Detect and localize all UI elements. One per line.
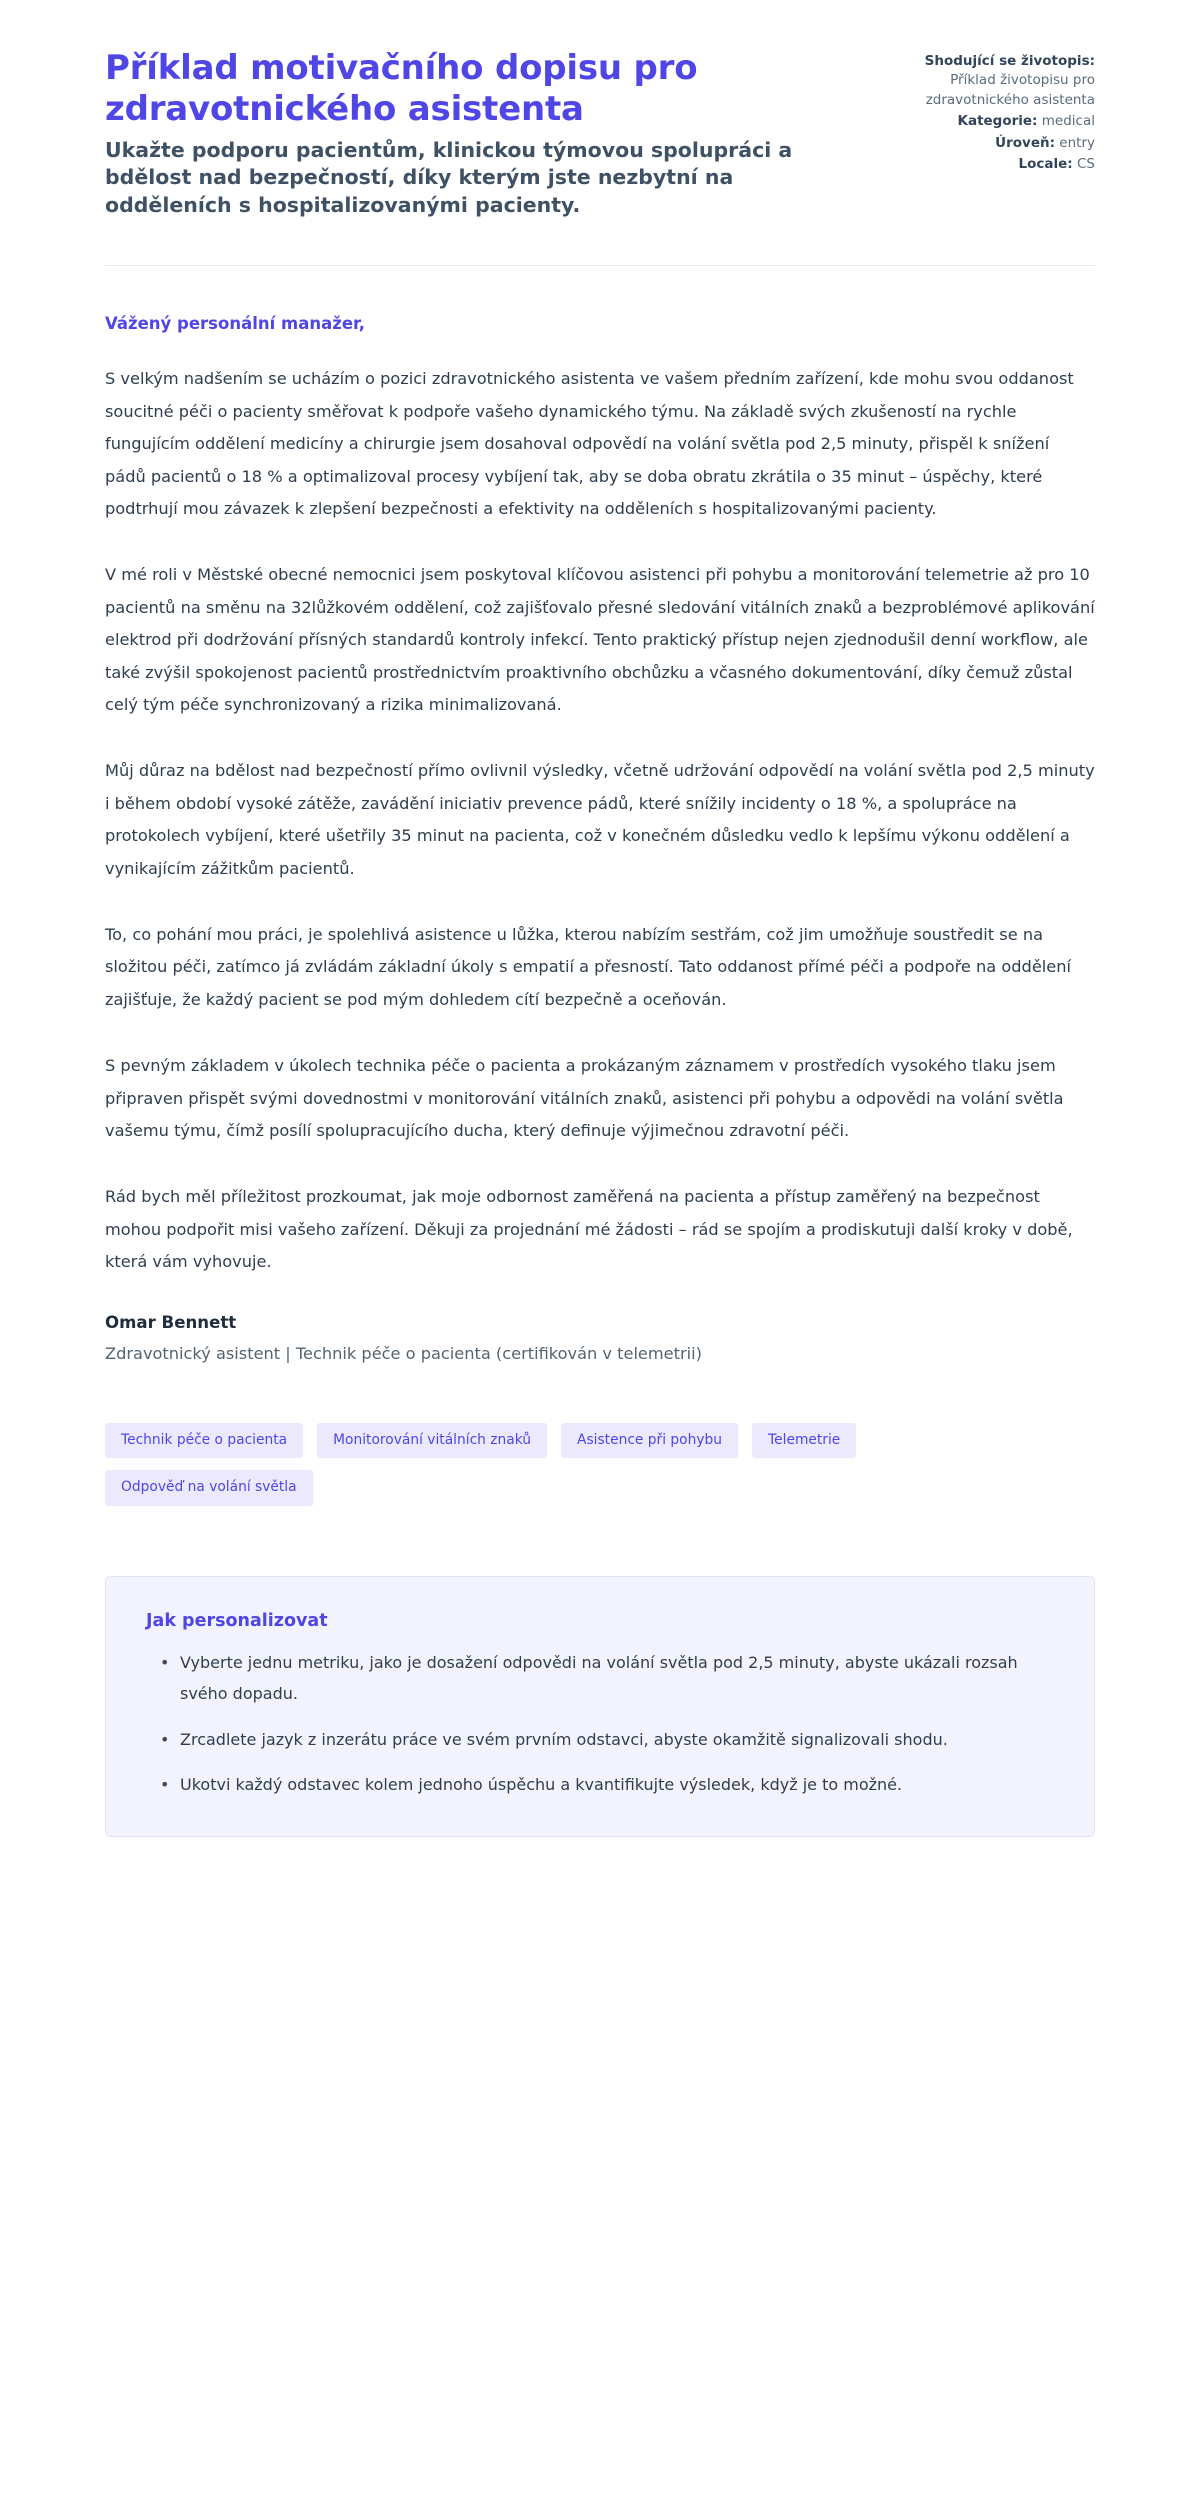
letter-paragraph: Rád bych měl příležitost prozkoumat, jak moje odbornost zaměřená na pacienta a přístup zaměřený na bezpečnost mohou podpořit misi vašeho zařízení. Děkuji za projednání mé žádosti – rád se spojím a prodiskutuji další kroky v době, která vám vyhovuje. [105,1187,1073,1272]
metadata-label: Úroveň: [995,134,1055,151]
skill-tag[interactable]: Telemetrie [752,1423,856,1459]
skill-tag[interactable]: Monitorování vitálních znaků [317,1423,547,1459]
metadata-row-category [905,112,1095,131]
metadata-label: Kategorie: [957,113,1038,130]
signature-role: Zdravotnický asistent | Technik péče o pacienta (certifikován v telemetrii) [105,1343,702,1363]
metadata-value: medical [1041,113,1095,130]
letter-paragraph: Můj důraz na bdělost nad bezpečností přímo ovlivnil výsledky, včetně udržování odpovědí na volání světla pod 2,5 minuty i během období vysoké zátěže, zavádění iniciativ prevence pádů, které snížily incidenty o 18 %, a spolupráce na protokolech vybíjení, které ušetřily 35 minut na pacienta, což v konečném důsledku vedlo k lepšímu výkonu oddělení a vynikajícím zážitkům pacientů. [105,761,1095,878]
skill-tag[interactable]: Asistence při pohybu [561,1423,738,1459]
skill-tag[interactable]: Technik péče o pacienta [105,1423,303,1459]
callout-tip-item: • Ukotvi každý odstavec kolem jednoho úspěchu a kvantifikujte výsledek, když je to možné. [170,1769,1054,1800]
letter-paragraph: V mé roli v Městské obecné nemocnici jsem poskytoval klíčovou asistenci při pohybu a monitorování telemetrie až pro 10 pacientů na směnu na 32lůžkovém oddělení, což zajišťovalo přesné sledování vitálních znaků a bezproblémové aplikování elektrod při dodržování přísných standardů kontroly infekcí. Tento praktický přístup nejen zjednodušil denní workflow, ale také zvýšil spokojenost pacientů prostřednictvím proaktivního obchůzku a včasného dokumentování, díky čemuž zůstal celý tým péče synchronizovaný a rizika minimalizovaná. [105,565,1095,714]
callout-tip-list [146,1647,1054,1800]
letter-paragraph: S velkým nadšením se ucházím o pozici zdravotnického asistenta ve vašem předním zařízení, kde mohu svou oddanost soucitné péči o pacienty směřovat k podpoře vašeho dynamického týmu. Na základě svých zkušeností na rychle fungujícím oddělení medicíny a chirurgie jsem dosahoval odpovědí na volání světla pod 2,5 minuty, přispěl k snížení pádů pacientů o 18 % a optimalizoval procesy vybíjení tak, aby se doba obratu zkrátila o 35 minut – úspěchy, které podtrhují mou závazek k zlepšení bezpečnosti a efektivity na odděleních s hospitalizovanými pacienty. [105,369,1074,518]
page-subtitle: Ukažte podporu pacientům, klinickou týmovou spolupráci a bdělost nad bezpečností, díky kterým jste nezbytní na odděleních s hospitalizovanými pacienty. [105,137,793,217]
document-metadata [905,48,1095,177]
letter-paragraph: S pevným základem v úkolech technika péče o pacienta a prokázaným záznamem v prostředích vysokého tlaku jsem připraven přispět svými dovednostmi v monitorování vitálních znaků, asistenci při pohybu a odpovědi na volání světla vašemu týmu, čímž posílí spolupracujícího ducha, který definuje výjimečnou zdravotní péči. [105,1056,1064,1141]
metadata-label: Shodující se životopis: [924,53,1095,69]
metadata-label: Locale: [1018,156,1073,173]
header-text-group [105,48,805,219]
letter-paragraph: To, co pohání mou práci, je spolehlivá asistence u lůžka, kterou nabízím sestřám, což jim umožňuje soustředit se na složitou péči, zatímco já zvládám základní úkoly s empatií a přesností. Tato oddanost přímé péči a podpoře na oddělení zajišťuje, že každý pacient se pod mým dohledem cítí bezpečně a oceňován. [105,925,1071,1009]
document-header [105,48,1095,219]
metadata-value: entry [1059,134,1095,151]
metadata-row-level [905,134,1095,153]
callout-tip-item: • Zrcadlete jazyk z inzerátu práce ve svém prvním odstavci, abyste okamžitě signalizovali shodu. [170,1724,1054,1755]
callout-title: Jak personalizovat [146,1611,328,1632]
skill-tag[interactable]: Odpověď na volání světla [105,1470,313,1506]
cover-letter-body [105,266,1095,1362]
metadata-value: Příklad životopisu pro zdravotnického asistenta [925,72,1095,108]
callout-tip-item: • Vyberte jednu metriku, jako je dosažení odpovědi na volání světla pod 2,5 minuty, abyste ukázali rozsah svého dopadu. [170,1647,1054,1709]
page-title: Příklad motivačního dopisu pro zdravotnického asistenta [105,48,698,130]
personalization-callout [105,1576,1095,1837]
metadata-row-matching-resume [905,52,1095,110]
skill-tag-list [105,1423,1005,1507]
metadata-row-locale [905,155,1095,174]
metadata-value: CS [1077,156,1095,173]
letter-salutation: Vážený personální manažer, [105,314,366,334]
signature-name: Omar Bennett [105,1312,237,1332]
letter-signature [105,1313,1095,1363]
